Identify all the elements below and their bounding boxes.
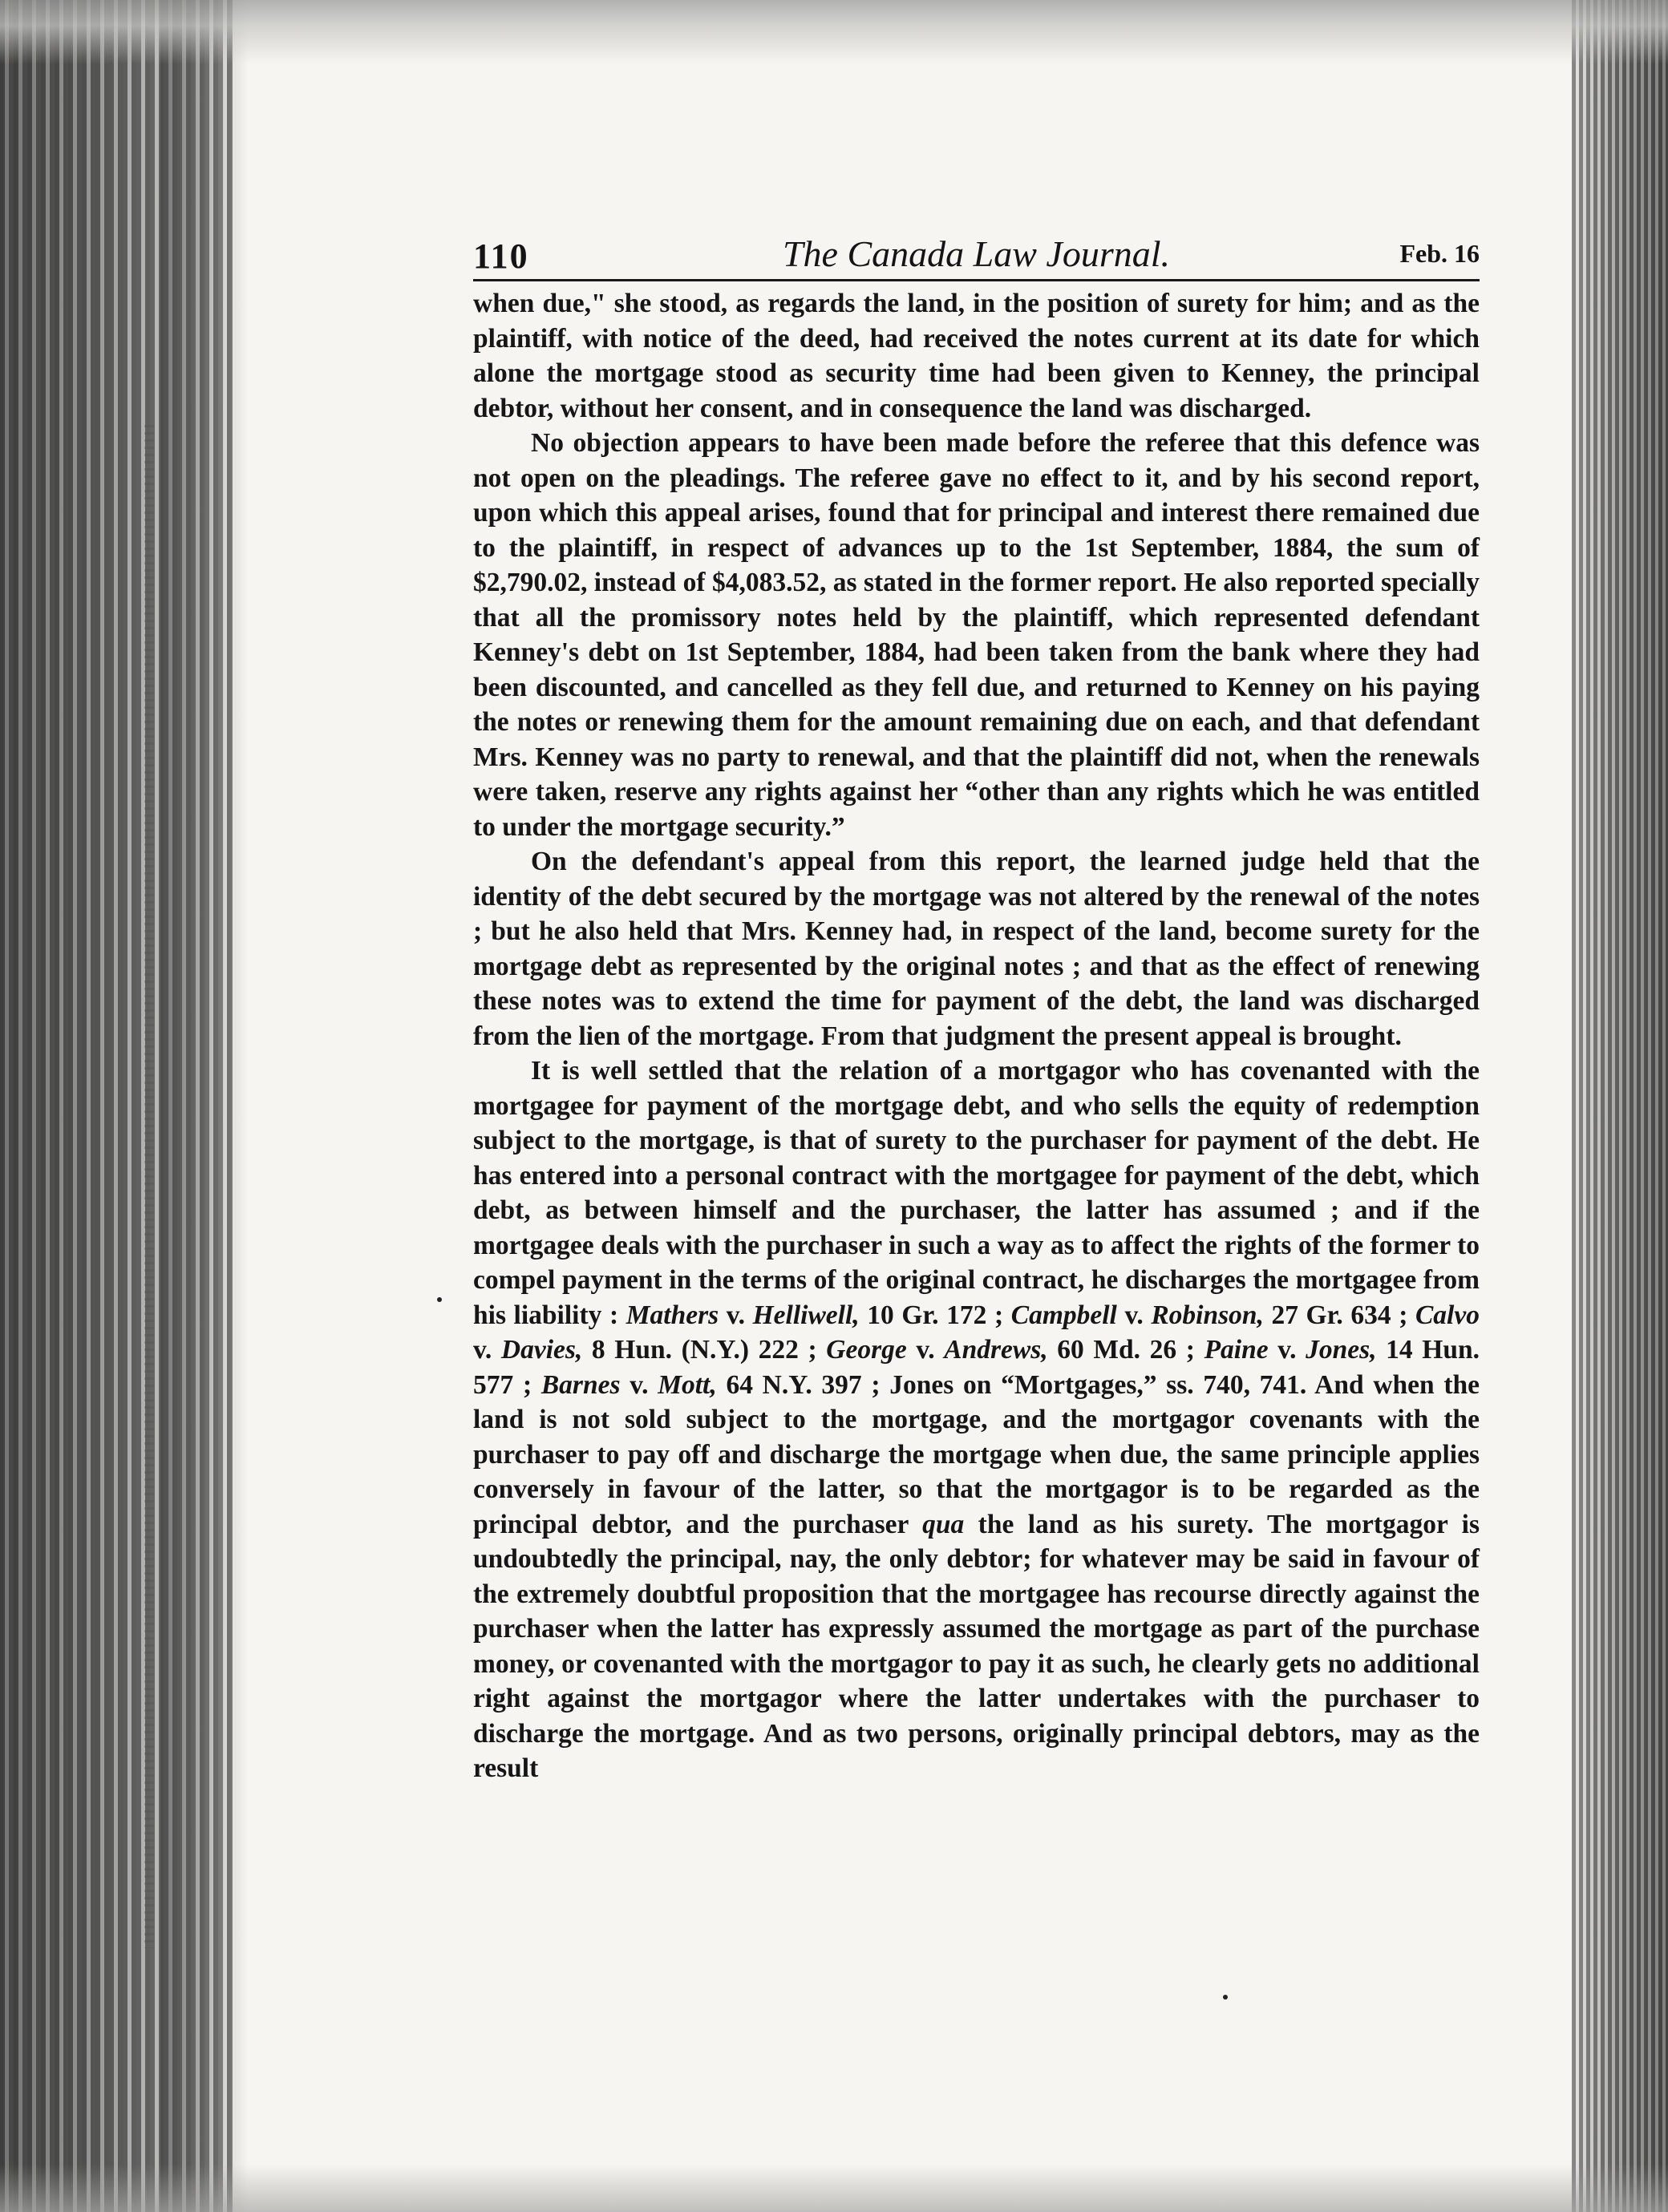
text-run: 64 N.Y. 397 ; Jones on “Mortgages,” ss. 740, 741. And when the land is not sold subject to the mortgage, and the mortgagor covenants with the purchaser to pay off and discharge the mortgage when due, the same principle applies conversely in favour of the latter, so that the mortgagor is to be regarded as the principal debtor, and the purchaser [473,1369,1480,1539]
scan-edge-top [0,0,1668,64]
text-run: v. [719,1300,753,1330]
paragraph [473,1053,1480,1786]
case-name: Helliwell, [752,1300,860,1330]
journal-title: The Canada Law Journal. [782,233,1171,274]
text-run: v. [906,1335,945,1365]
running-head [473,233,1480,281]
scan-edge-right [1572,0,1668,2212]
paragraph: when due," she stood, as regards the land, in the position of surety for him; and as the plaintiff, with notice of the deed, had received the notes current at its date for which alone the mortgage stood as security time had been given to Kenney, the principal debtor, without her consent, and in consequence the land was discharged. [473,289,1480,423]
text-run: 14 Hun. 577 ; [473,1335,1480,1400]
scan-edge-bottom [0,2164,1668,2212]
case-name: Andrews, [944,1335,1048,1365]
text-run: 10 Gr. 172 ; [859,1300,1011,1330]
text-run: v. [1116,1300,1152,1330]
case-name: Calvo [1415,1300,1480,1330]
marginal-dot [437,1297,442,1302]
body-text [473,286,1480,1786]
case-name: Mathers [626,1300,719,1330]
case-name: Barnes [540,1369,621,1400]
text-run: v. [473,1335,501,1365]
text-run: the land as his surety. The mortgagor is undoubtedly the principal, nay, the only debtor; for whatever may be said in favour of the extremely doubtful proposition that the mortgagee has recourse directly against the purchaser when the latter has expressly assumed the mortgage as part of the purchase money, or covenanted with the mortgagor to pay it as such, he clearly gets no additional right against the mortgagor where the latter undertakes with the purchaser to discharge the mortgage. And as two persons, originally principal debtors, may as the result [473,1509,1480,1783]
case-name: Robinson, [1151,1300,1264,1330]
text-run: It is well settled that the relation of a mortgagor who has covenanted with the mortgagee for payment of the mortgage debt, and who sells the equity of redemption subject to the mortgage, is that of surety to the purchaser for payment of the debt. He has entered into a personal contract with the mortgagee for payment of the debt, which debt, as between himself and the purchaser, the latter has assumed ; and if the mortgagee deals with the purchaser in such a way as to affect the rights of the former to compel payment in the terms of the original contract, he discharges the mortgagee from his liability : [473,1056,1480,1330]
text-run: v. [620,1369,658,1400]
page-number: 110 [473,237,529,276]
marginal-dot [1223,1995,1228,2000]
latin-term: qua [922,1509,965,1539]
case-name: Jones, [1306,1335,1377,1365]
text-run: 60 Md. 26 ; [1047,1335,1204,1365]
paragraph: On the defendant's appeal from this report, the learned judge held that the identity of the debt secured by the mortgage was not altered by the renewal of the notes ; but he also held that Mrs. Kenney had, in respect of the land, become surety for the mortgage debt as represented by the original notes ; and that as the effect of renewing these notes was to extend the time for payment of the debt, the land was discharged from the lien of the mortgage. From that judgment the present appeal is brought. [473,847,1480,1051]
text-run: 8 Hun. (N.Y.) 222 ; [582,1335,827,1365]
scan-shadow-left [160,0,249,2212]
case-name: Mott, [658,1369,717,1400]
text-run: 27 Gr. 634 ; [1263,1300,1415,1330]
scan-artifact-dotted-line [144,425,154,1948]
case-name: Davies, [500,1335,583,1365]
page-date: Feb. 16 [1399,239,1480,268]
text-run: v. [1268,1335,1306,1365]
document-page [473,233,1480,1786]
case-name: Campbell [1010,1300,1117,1330]
paragraph: No objection appears to have been made before the referee that this defence was not open on the pleadings. The referee gave no effect to it, and by his second report, upon which this appeal arises, found that for principal and interest there remained due to the plaintiff, in respect of advances up to the 1st September, 1884, the sum of $2,790.02, instead of $4,083.52, as stated in the former report. He also reported specially that all the promissory notes held by the plaintiff, which represented defendant Kenney's debt on 1st September, 1884, had been taken from the bank where they had been discounted, and cancelled as they fell due, and returned to Kenney on his paying the notes or renewing them for the amount remaining due on each, and that defendant Mrs. Kenney was no party to renewal, and that the plaintiff did not, when the renewals were taken, reserve any rights against her “other than any rights which he was entitled to under the mortgage security.” [473,428,1480,842]
case-name: George [826,1335,907,1365]
case-name: Paine [1204,1335,1269,1365]
